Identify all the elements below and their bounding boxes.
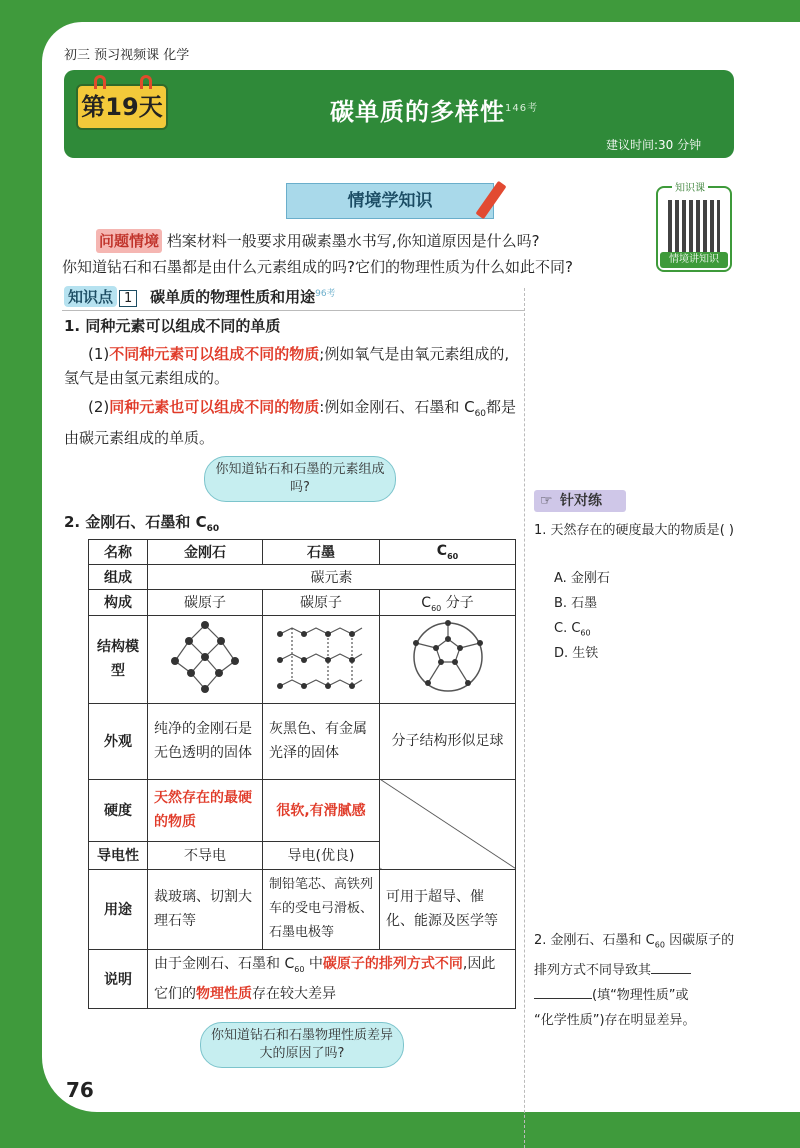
note-sub: 60 — [294, 964, 305, 974]
q2-sub: 60 — [654, 940, 665, 950]
day-suffix: 天 — [138, 93, 163, 121]
table-row — [89, 565, 516, 590]
option-a[interactable]: A. 金刚石 — [554, 571, 610, 586]
note-text: 由于金刚石、石墨和 C — [154, 955, 295, 972]
answer-blank[interactable] — [651, 973, 691, 974]
c60-structure-icon — [408, 619, 488, 695]
table-cell: 制铅笔芯、高铁列车的受电弓滑板、石墨电极等 — [263, 869, 380, 949]
q2-text: “化学性质”)存在明显差异。 — [534, 1012, 696, 1028]
option-c-text: C. C — [554, 621, 581, 636]
table-cell: 灰黑色、有金属光泽的固体 — [263, 703, 380, 779]
answer-blank[interactable]: ( ) — [719, 523, 734, 538]
note-text: 存在较大差异 — [252, 985, 336, 1002]
graphite-structure-icon — [276, 622, 366, 692]
column-divider — [524, 288, 525, 1148]
kp-label: 知识点 — [64, 286, 117, 307]
row-label: 组成 — [89, 565, 148, 590]
note-highlight: 物理性质 — [196, 985, 252, 1002]
s2-heading-text: 2. 金刚石、石墨和 C — [64, 513, 207, 531]
row-label: 结构模型 — [89, 615, 148, 703]
kp-number: 1 — [119, 290, 137, 307]
graphite-model-image — [263, 615, 380, 703]
table-header: 石墨 — [263, 540, 380, 565]
table-row — [89, 540, 516, 565]
option-b[interactable]: B. 石墨 — [554, 596, 598, 611]
title-mark: 146考 — [505, 103, 539, 114]
row-label: 硬度 — [89, 779, 148, 841]
qr-label-top: 知识课 — [672, 179, 708, 194]
table-row — [89, 615, 516, 703]
row-label: 用途 — [89, 869, 148, 949]
table-cell: 纯净的金刚石是无色透明的固体 — [148, 703, 263, 779]
kp-mark: 96考 — [315, 289, 336, 299]
note-text: ,因此它们的 — [154, 955, 496, 1002]
table-cell: 天然存在的最硬的物质 — [148, 779, 263, 841]
qr-card[interactable] — [656, 183, 732, 272]
s1-p1-prefix: (1) — [88, 345, 110, 363]
table-row — [89, 590, 516, 616]
c60-model-image — [380, 615, 516, 703]
s1-p1-rest: ;例如氧气是由氧元素组成的,氢气是由氢元素组成的。 — [64, 345, 510, 387]
thought-cloud-1: 你知道钻石和石墨的元素组成吗? — [204, 456, 396, 502]
table-header — [380, 540, 516, 565]
table-cell: 碳元素 — [148, 565, 516, 590]
c60-sub: 60 — [447, 551, 459, 561]
table-cell: 裁玻璃、切割大理石等 — [148, 869, 263, 949]
ring-icon — [94, 75, 106, 89]
question-1 — [534, 518, 734, 543]
day-number: 19 — [105, 93, 139, 121]
heading-rule — [62, 310, 524, 311]
s1-p2-rest: :例如金刚石、石墨和 C — [319, 398, 475, 416]
s1-p2-prefix: (2) — [88, 398, 110, 416]
table-header: 名称 — [89, 540, 148, 565]
intro-text1: 档案材料一般要求用碳素墨水书写,你知道原因是什么吗? — [166, 232, 540, 250]
table-cell — [148, 949, 516, 1008]
section-tag: 情境学知识 — [286, 183, 494, 219]
s2-heading — [64, 510, 219, 541]
s1-p1-red: 不同种元素可以组成不同的物质 — [109, 345, 320, 363]
s2-heading-sub: 60 — [206, 524, 220, 534]
intro-line1 — [96, 229, 540, 253]
q2-text: (填“物理性质”或 — [592, 987, 689, 1003]
diamond-model-image — [148, 615, 263, 703]
practice-tag — [534, 490, 626, 512]
ring-icon — [140, 75, 152, 89]
table-cell: 碳原子 — [263, 590, 380, 616]
thought-cloud-2: 你知道钻石和石墨物理性质差异大的原因了吗? — [200, 1022, 404, 1068]
intro-tag: 问题情境 — [96, 229, 162, 253]
table-header: 金刚石 — [148, 540, 263, 565]
answer-blank[interactable] — [534, 998, 592, 999]
table-row — [89, 949, 516, 1008]
day-prefix: 第 — [81, 93, 106, 121]
page-number: 76 — [66, 1078, 94, 1102]
knowledge-point-heading — [64, 286, 336, 307]
row-label: 导电性 — [89, 841, 148, 869]
comparison-table — [88, 539, 516, 1009]
series-header: 初三 预习视频课 化学 — [64, 48, 190, 63]
suggested-time: 建议时间:30 分钟 — [606, 138, 702, 152]
kp-title: 碳单质的物理性质和用途 — [150, 288, 316, 306]
option-d[interactable]: D. 生铁 — [554, 646, 599, 661]
s1-p2 — [64, 395, 520, 450]
q2-text: 2. 金刚石、石墨和 C — [534, 933, 655, 948]
intro-line2: 你知道钻石和石墨都是由什么元素组成的吗?它们的物理性质为什么如此不同? — [62, 258, 573, 276]
day-badge — [76, 84, 168, 130]
practice-tag-label: 针对练 — [560, 493, 602, 509]
qr-label-bottom: 情境讲知识 — [660, 252, 728, 268]
title-text: 碳单质的多样性 — [330, 98, 505, 126]
table-cell — [380, 590, 516, 616]
diamond-structure-icon — [165, 619, 245, 695]
s1-p2-sub: 60 — [474, 409, 487, 419]
table-row — [89, 779, 516, 841]
row-label: 说明 — [89, 949, 148, 1008]
s1-p2-red: 同种元素也可以组成不同的物质 — [109, 398, 320, 416]
table-cell: 导电(优良) — [263, 841, 380, 869]
c60-letter: C — [421, 595, 432, 611]
pointing-hand-icon: ☞ — [540, 493, 553, 509]
table-row — [89, 869, 516, 949]
table-cell: 碳原子 — [148, 590, 263, 616]
c60-sub: 60 — [431, 603, 442, 613]
question-2 — [534, 928, 742, 1033]
table-cell: 分子结构形似足球 — [380, 703, 516, 779]
q1-text: 1. 天然存在的硬度最大的物质是 — [534, 523, 720, 538]
s1-p2-end: 都是由碳元素组成的单质。 — [64, 398, 517, 447]
table-cell: 不导电 — [148, 841, 263, 869]
empty-cell — [380, 779, 516, 869]
s1-heading: 1. 同种元素可以组成不同的单质 — [64, 317, 281, 335]
c60-letter: C — [436, 543, 448, 560]
page-title — [330, 92, 538, 127]
qr-code-icon[interactable] — [668, 200, 720, 252]
row-label: 外观 — [89, 703, 148, 779]
q2-text: 因碳原子的排列方式不同导致其 — [534, 933, 735, 978]
table-cell: 可用于超导、催化、能源及医学等 — [380, 869, 516, 949]
molecule-word: 分子 — [441, 595, 474, 611]
table-row — [89, 703, 516, 779]
row-label: 构成 — [89, 590, 148, 616]
table-cell: 很软,有滑腻感 — [263, 779, 380, 841]
note-highlight: 碳原子的排列方式不同 — [322, 955, 463, 972]
note-text: 中 — [304, 955, 323, 972]
option-c-sub: 60 — [580, 628, 591, 638]
s1-p1 — [64, 342, 520, 390]
